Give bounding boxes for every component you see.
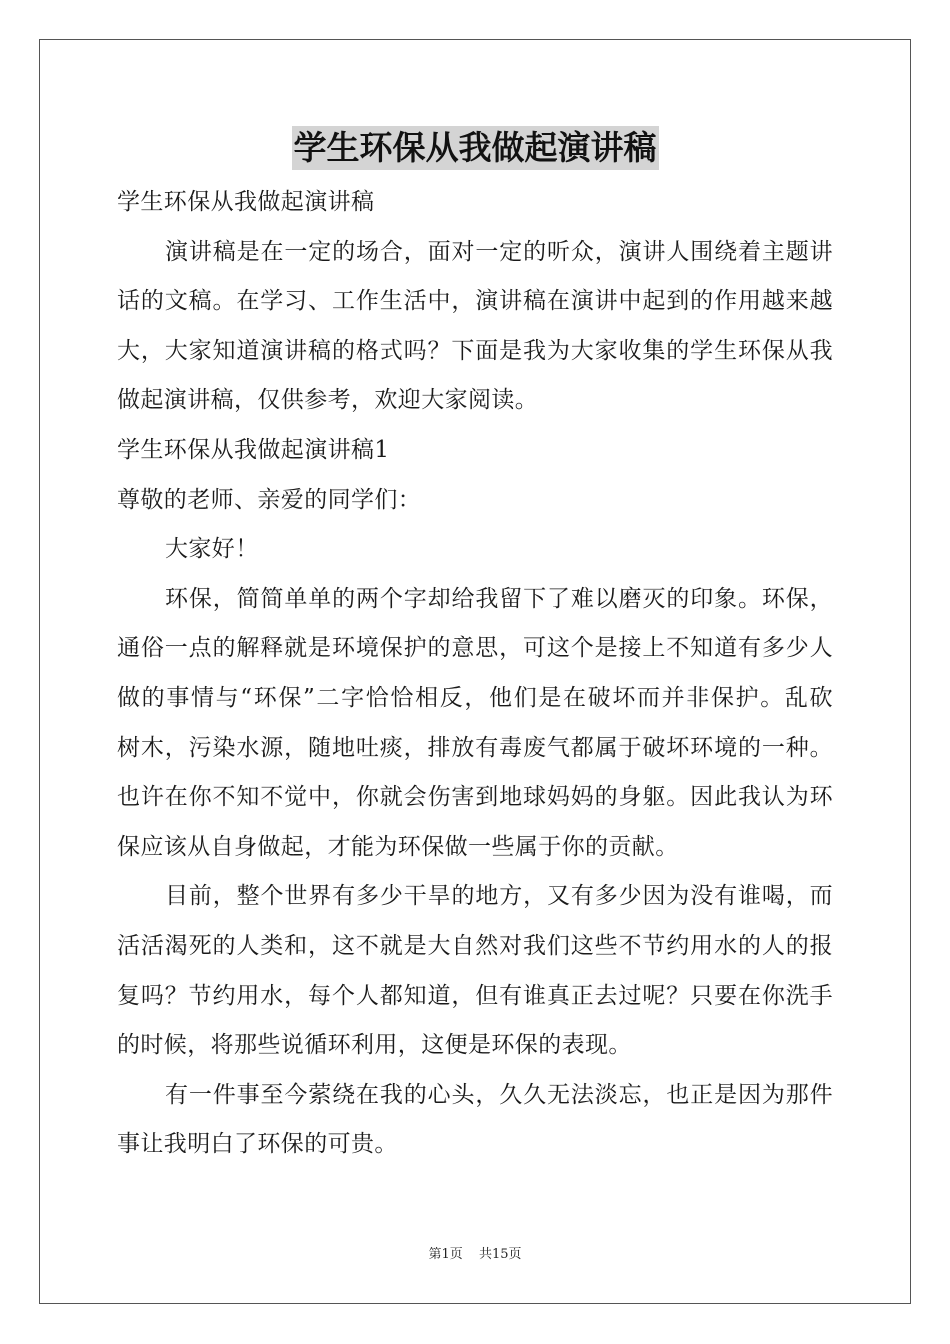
intro-line: 演讲稿是在一定的场合，面对一定的听众，演讲人围绕着主题讲 [165,238,833,265]
paragraph-line: 做的事情与“环保”二字恰恰相反，他们是在破坏而并非保护。乱砍 [117,684,833,711]
paragraph-line: 的时候，将那些说循环利用，这便是环保的表现。 [117,1032,632,1059]
page-total: 共15页 [478,1247,522,1262]
page-footer [0,1243,950,1262]
document-subtitle: 学生环保从我做起演讲稿 [117,189,375,215]
paragraph-line: 通俗一点的解释就是环境保护的意思，可这个是接上不知道有多少人 [117,635,833,662]
paragraph-line: 有一件事至今萦绕在我的心头，久久无法淡忘，也正是因为那件 [165,1081,833,1108]
intro-line: 话的文稿。在学习、工作生活中，演讲稿在演讲中起到的作用越来越 [117,288,833,315]
paragraph-line: 目前，整个世界有多少干旱的地方，又有多少因为没有谁喝，而 [165,883,833,910]
intro-line: 做起演讲稿，仅供参考，欢迎大家阅读。 [117,387,539,414]
paragraph-line: 活活渴死的人类和，这不就是大自然对我们这些不节约用水的人的报 [117,932,833,959]
paragraph-line: 也许在你不知不觉中，你就会伤害到地球妈妈的身躯。因此我认为环 [117,784,833,811]
paragraph-line: 环保，简简单单的两个字却给我留下了难以磨灭的印象。环保， [165,585,833,612]
section-heading: 学生环保从我做起演讲稿1 [117,436,390,463]
document-title: 学生环保从我做起演讲稿 [292,126,659,170]
document-body [117,178,833,1170]
page-number: 第1页 [428,1247,463,1262]
paragraph-line: 复吗？节约用水，每个人都知道，但有谁真正去过呢？只要在你洗手 [117,982,833,1009]
title-container [0,126,950,170]
salutation: 尊敬的老师、亲爱的同学们： [117,486,422,513]
paragraph-line: 树木，污染水源，随地吐痰，排放有毒废气都属于破坏环境的一种。 [117,734,833,761]
intro-line: 大，大家知道演讲稿的格式吗？下面是我为大家收集的学生环保从我 [117,337,833,364]
paragraph-line: 事让我明白了环保的可贵。 [117,1131,398,1158]
greeting: 大家好！ [165,536,259,563]
paragraph-line: 保应该从自身做起，才能为环保做一些属于你的贡献。 [117,833,679,860]
